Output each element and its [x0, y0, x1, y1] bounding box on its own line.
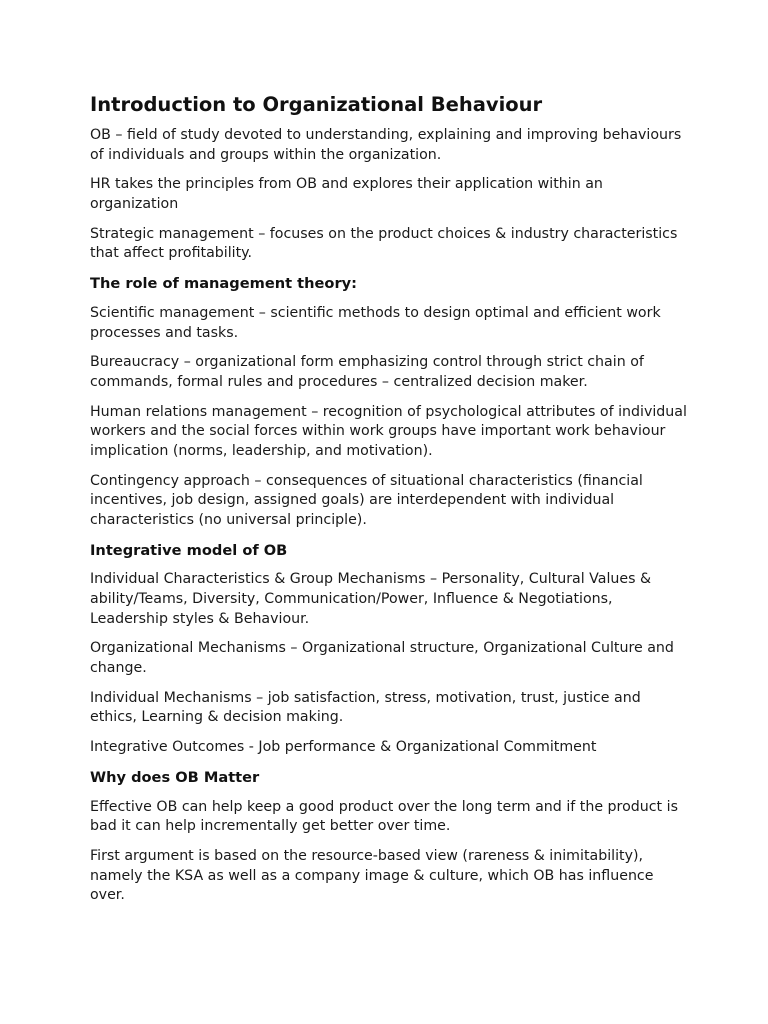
paragraph-scientific-management: Scientific management – scientific methods to design optimal and efficient work processes and tasks.	[90, 304, 661, 341]
paragraph-individual-characteristics: Individual Characteristics & Group Mechanisms – Personality, Cultural Values & ability/Teams, Diversity, Communication/Power, Influence & Negotiations, Leadership styles & Behaviour.	[90, 571, 652, 627]
paragraph-hr: HR takes the principles from OB and explores their application within an organization	[90, 176, 603, 212]
paragraph-effective-ob: Effective OB can help keep a good product over the long term and if the product is bad it can help incrementally get better over time.	[90, 798, 678, 835]
paragraph-human-relations: Human relations management – recognition of psychological attributes of individual workers and the social forces within work groups have important work behaviour implication (norms, leadership, and motivation).	[90, 403, 687, 459]
paragraph-first-argument: First argument is based on the resource-based view (rareness & inimitability), namely the KSA as well as a company image & culture, which OB has influence over.	[90, 848, 654, 904]
document-page	[90, 92, 690, 916]
heading-role-of-management-theory: The role of management theory:	[90, 275, 358, 293]
paragraph-contingency-approach: Contingency approach – consequences of situational characteristics (financial incentives, job design, assigned goals) are interdependent with individual characteristics (no universal principle).	[90, 472, 643, 528]
heading-integrative-model: Integrative model of OB	[90, 541, 288, 559]
paragraph-integrative-outcomes: Integrative Outcomes - Job performance & Organizational Commitment	[90, 739, 597, 756]
paragraph-bureaucracy: Bureaucracy – organizational form emphasizing control through strict chain of commands, formal rules and procedures – centralized decision maker.	[90, 354, 644, 390]
paragraph-ob-definition: OB – field of study devoted to understanding, explaining and improving behaviours of individuals and groups within the organization.	[90, 127, 682, 163]
paragraph-organizational-mechanisms: Organizational Mechanisms – Organizational structure, Organizational Culture and change.	[90, 640, 674, 676]
paragraph-strategic-management: Strategic management – focuses on the product choices & industry characteristics that affect profitability.	[90, 225, 678, 262]
document-title: Introduction to Organizational Behaviour	[90, 93, 543, 116]
heading-why-ob-matters: Why does OB Matter	[90, 768, 260, 786]
paragraph-individual-mechanisms: Individual Mechanisms – job satisfaction, stress, motivation, trust, justice and ethics, Learning & decision making.	[90, 689, 641, 726]
